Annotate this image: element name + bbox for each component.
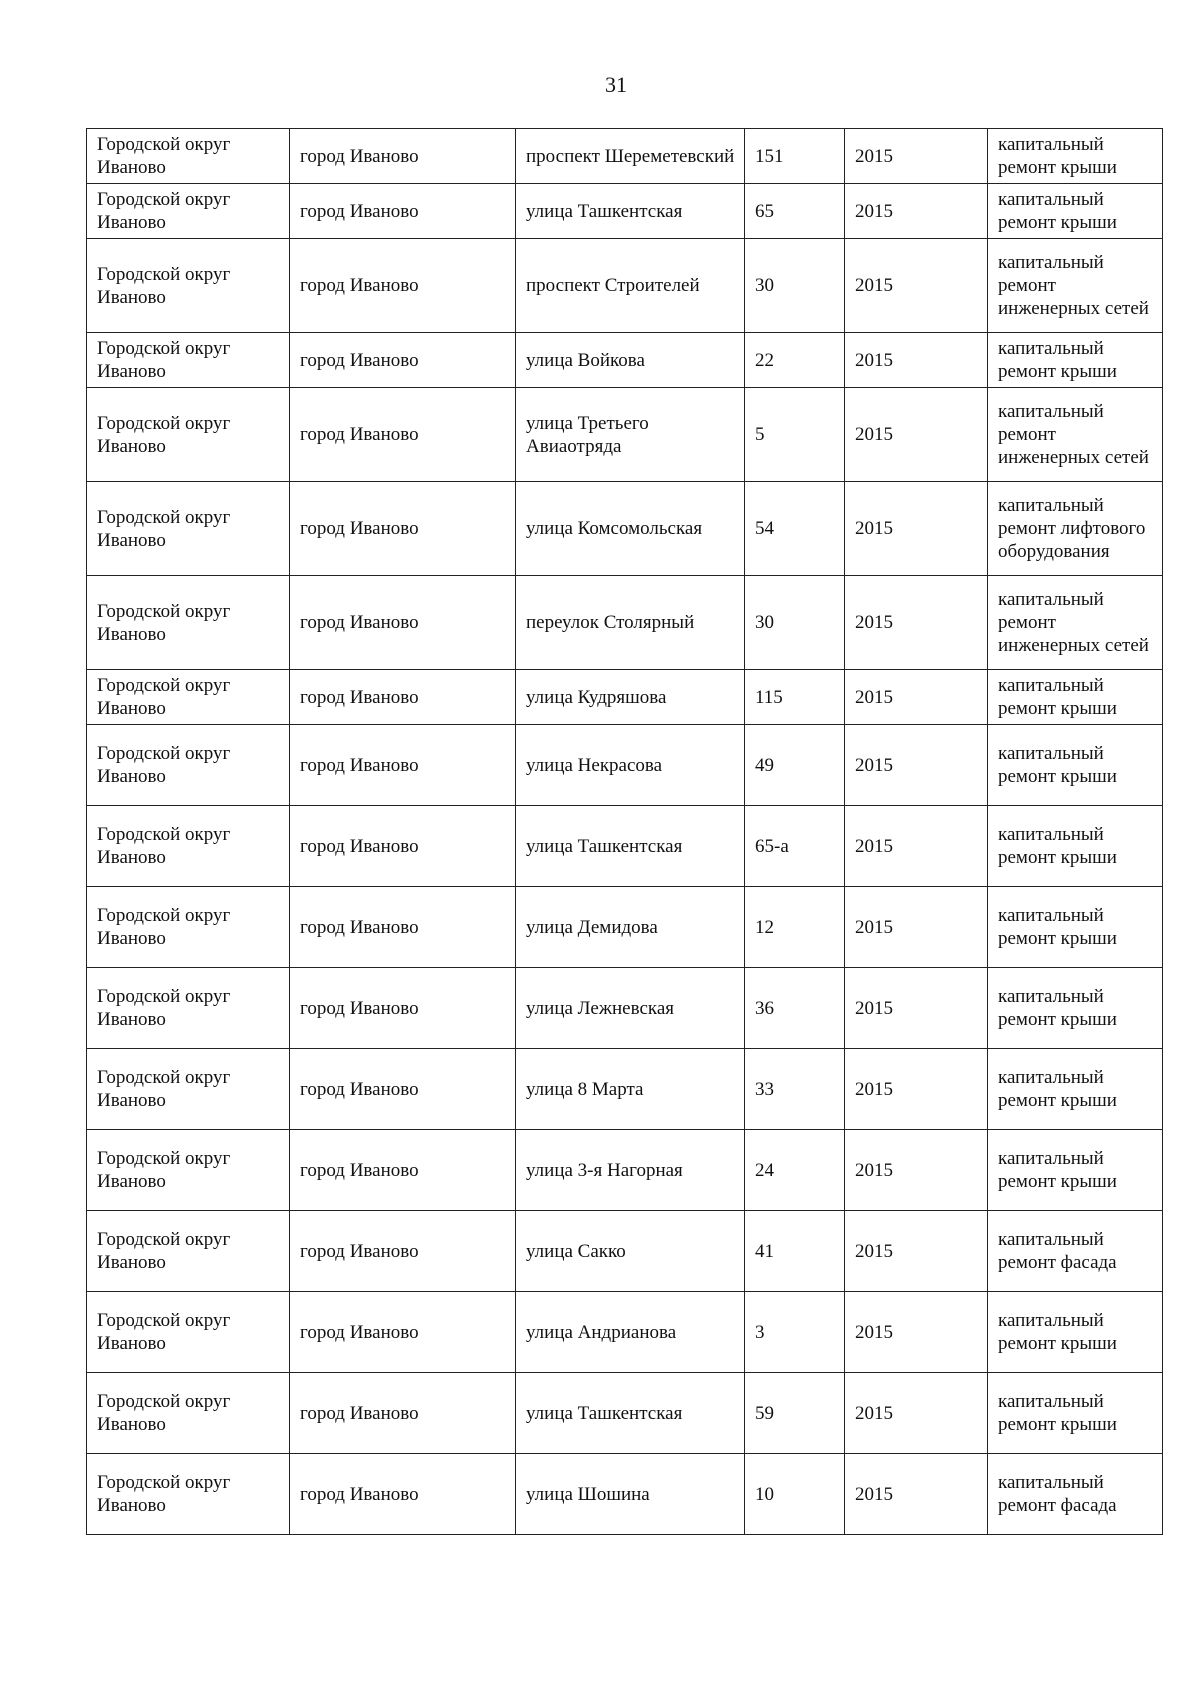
street-cell: улица Ташкентская [516,184,745,239]
work-type-cell: капитальный ремонт крыши [988,1292,1163,1373]
house-number-cell: 24 [745,1130,845,1211]
street-cell: улица Кудряшова [516,670,745,725]
street-cell: улица Войкова [516,333,745,388]
district-cell: Городской округ Иваново [87,333,290,388]
repair-program-table [86,128,1163,1535]
year-cell: 2015 [845,887,988,968]
house-number-cell: 30 [745,576,845,670]
district-cell: Городской округ Иваново [87,1130,290,1211]
district-cell: Городской округ Иваново [87,1211,290,1292]
table-row [87,1211,1163,1292]
locality-cell: город Иваново [290,1049,516,1130]
work-type-cell: капитальный ремонт фасада [988,1454,1163,1535]
table-row [87,333,1163,388]
year-cell: 2015 [845,806,988,887]
year-cell: 2015 [845,1454,988,1535]
district-cell: Городской округ Иваново [87,239,290,333]
street-cell: улица Ташкентская [516,1373,745,1454]
year-cell: 2015 [845,1130,988,1211]
house-number-cell: 65 [745,184,845,239]
district-cell: Городской округ Иваново [87,968,290,1049]
district-cell: Городской округ Иваново [87,576,290,670]
year-cell: 2015 [845,725,988,806]
street-cell: улица Сакко [516,1211,745,1292]
house-number-cell: 115 [745,670,845,725]
house-number-cell: 33 [745,1049,845,1130]
work-type-cell: капитальный ремонт крыши [988,129,1163,184]
locality-cell: город Иваново [290,1292,516,1373]
house-number-cell: 12 [745,887,845,968]
table-body [87,129,1163,1535]
street-cell: улица Демидова [516,887,745,968]
table-row [87,725,1163,806]
work-type-cell: капитальный ремонт инженерных сетей [988,388,1163,482]
locality-cell: город Иваново [290,333,516,388]
year-cell: 2015 [845,388,988,482]
house-number-cell: 41 [745,1211,845,1292]
work-type-cell: капитальный ремонт крыши [988,968,1163,1049]
district-cell: Городской округ Иваново [87,1049,290,1130]
house-number-cell: 49 [745,725,845,806]
work-type-cell: капитальный ремонт крыши [988,887,1163,968]
street-cell: улица Ташкентская [516,806,745,887]
street-cell: улица 3-я Нагорная [516,1130,745,1211]
year-cell: 2015 [845,129,988,184]
table-row [87,388,1163,482]
street-cell: улица Некрасова [516,725,745,806]
table-row [87,576,1163,670]
work-type-cell: капитальный ремонт крыши [988,1049,1163,1130]
street-cell: улица Андрианова [516,1292,745,1373]
locality-cell: город Иваново [290,725,516,806]
district-cell: Городской округ Иваново [87,482,290,576]
work-type-cell: капитальный ремонт крыши [988,184,1163,239]
locality-cell: город Иваново [290,670,516,725]
table-row [87,1454,1163,1535]
locality-cell: город Иваново [290,184,516,239]
street-cell: улица Лежневская [516,968,745,1049]
table-row [87,1373,1163,1454]
district-cell: Городской округ Иваново [87,129,290,184]
house-number-cell: 59 [745,1373,845,1454]
year-cell: 2015 [845,576,988,670]
street-cell: проспект Строителей [516,239,745,333]
house-number-cell: 65-а [745,806,845,887]
street-cell: переулок Столярный [516,576,745,670]
work-type-cell: капитальный ремонт инженерных сетей [988,239,1163,333]
work-type-cell: капитальный ремонт фасада [988,1211,1163,1292]
locality-cell: город Иваново [290,887,516,968]
year-cell: 2015 [845,1049,988,1130]
street-cell: улица Шошина [516,1454,745,1535]
table-row [87,670,1163,725]
district-cell: Городской округ Иваново [87,388,290,482]
street-cell: проспект Шереметевский [516,129,745,184]
table-row [87,1292,1163,1373]
table-row [87,1130,1163,1211]
work-type-cell: капитальный ремонт крыши [988,1130,1163,1211]
year-cell: 2015 [845,482,988,576]
street-cell: улица Комсомольская [516,482,745,576]
table-row [87,1049,1163,1130]
locality-cell: город Иваново [290,482,516,576]
table-row [87,129,1163,184]
house-number-cell: 30 [745,239,845,333]
district-cell: Городской округ Иваново [87,670,290,725]
year-cell: 2015 [845,1211,988,1292]
work-type-cell: капитальный ремонт крыши [988,1373,1163,1454]
locality-cell: город Иваново [290,1454,516,1535]
work-type-cell: капитальный ремонт крыши [988,670,1163,725]
locality-cell: город Иваново [290,806,516,887]
year-cell: 2015 [845,184,988,239]
locality-cell: город Иваново [290,1130,516,1211]
house-number-cell: 22 [745,333,845,388]
locality-cell: город Иваново [290,388,516,482]
district-cell: Городской округ Иваново [87,184,290,239]
street-cell: улица 8 Марта [516,1049,745,1130]
locality-cell: город Иваново [290,968,516,1049]
district-cell: Городской округ Иваново [87,1454,290,1535]
district-cell: Городской округ Иваново [87,806,290,887]
house-number-cell: 54 [745,482,845,576]
house-number-cell: 36 [745,968,845,1049]
year-cell: 2015 [845,239,988,333]
year-cell: 2015 [845,670,988,725]
work-type-cell: капитальный ремонт инженерных сетей [988,576,1163,670]
house-number-cell: 3 [745,1292,845,1373]
table-row [87,239,1163,333]
district-cell: Городской округ Иваново [87,887,290,968]
district-cell: Городской округ Иваново [87,1292,290,1373]
work-type-cell: капитальный ремонт крыши [988,725,1163,806]
work-type-cell: капитальный ремонт крыши [988,806,1163,887]
table-row [87,968,1163,1049]
house-number-cell: 151 [745,129,845,184]
table-row [87,184,1163,239]
locality-cell: город Иваново [290,239,516,333]
district-cell: Городской округ Иваново [87,725,290,806]
year-cell: 2015 [845,333,988,388]
house-number-cell: 5 [745,388,845,482]
page-number: 31 [605,72,627,97]
work-type-cell: капитальный ремонт лифтового оборудования [988,482,1163,576]
district-cell: Городской округ Иваново [87,1373,290,1454]
locality-cell: город Иваново [290,1211,516,1292]
locality-cell: город Иваново [290,1373,516,1454]
street-cell: улица Третьего Авиаотряда [516,388,745,482]
table-row [87,482,1163,576]
year-cell: 2015 [845,1292,988,1373]
year-cell: 2015 [845,1373,988,1454]
table-row [87,806,1163,887]
locality-cell: город Иваново [290,129,516,184]
work-type-cell: капитальный ремонт крыши [988,333,1163,388]
locality-cell: город Иваново [290,576,516,670]
table-row [87,887,1163,968]
house-number-cell: 10 [745,1454,845,1535]
year-cell: 2015 [845,968,988,1049]
